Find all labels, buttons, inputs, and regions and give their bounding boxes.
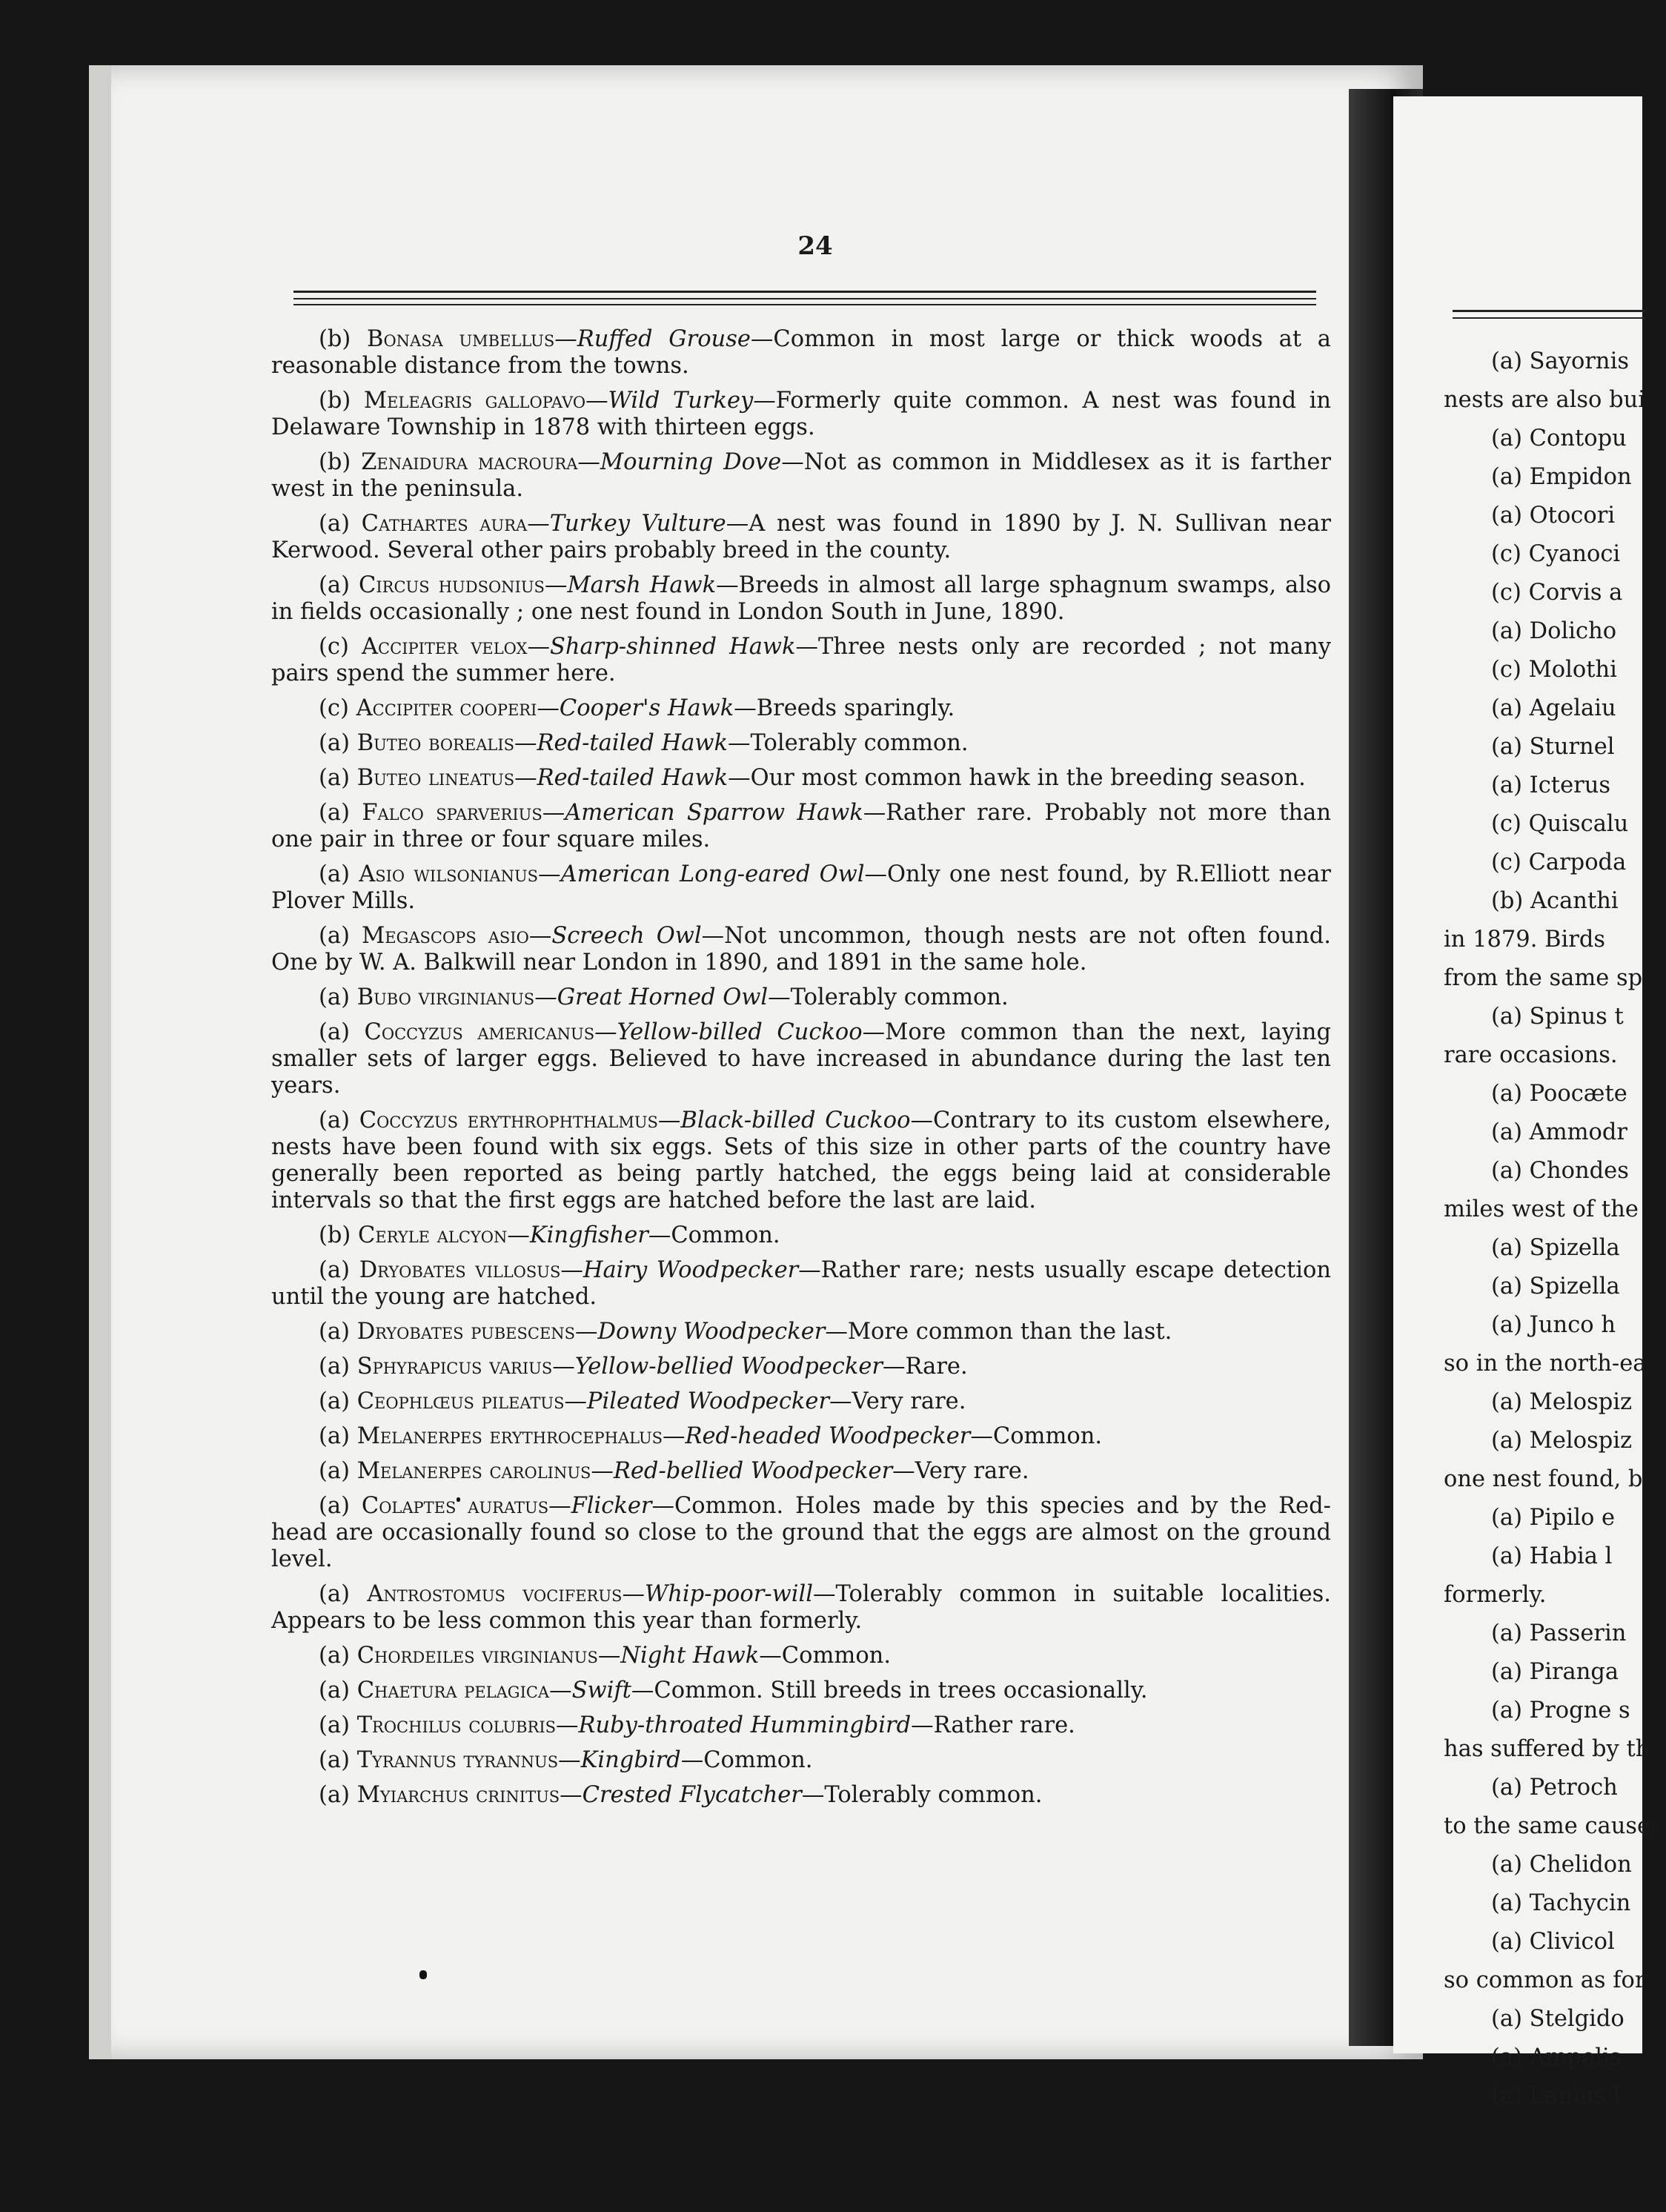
right-page-line: (a) Progne s (1491, 1698, 1630, 1723)
status-code: (a) (319, 511, 350, 537)
species-name: erythrophthalmus (467, 1107, 658, 1133)
status-code: (a) (319, 984, 350, 1010)
right-page-line: (c) Corvis a (1491, 580, 1623, 606)
genus-name: Myiarchus (356, 1782, 469, 1808)
right-page-line: (a) Poocæte (1491, 1081, 1627, 1107)
species-entry: (a) Asio wilsonianus—American Long-eared Owl—Only one nest found, by R.Elliott near Plover Mills. (271, 861, 1331, 914)
header-rule-right (1453, 310, 1645, 312)
status-code: (b) (319, 388, 351, 414)
right-page-line: (c) Quiscalu (1491, 811, 1629, 837)
species-entry: (a) Dryobates pubescens—Downy Woodpecker—More common than the last. (319, 1319, 1172, 1345)
species-name: virginianus (482, 1643, 598, 1669)
right-page-line: (a) Pipilo e (1491, 1505, 1616, 1531)
right-page-line: (a) Melospiz (1491, 1428, 1633, 1454)
right-page-line: nests are also bui (1444, 387, 1646, 413)
status-code: (a) (319, 1782, 350, 1808)
right-page-line: (a) Sayornis (1491, 348, 1629, 374)
right-page-line: (a) Chelidon (1491, 1852, 1632, 1878)
species-entry: (a) Trochilus colubris—Ruby-throated Hummingbird—Rather rare. (319, 1712, 1075, 1738)
entry-text: Rather rare. Probably not more than one pair in three or four square miles. (271, 800, 1331, 852)
common-name: Ruby-throated Hummingbird (578, 1712, 912, 1738)
status-code: (a) (319, 572, 350, 598)
page-number: 24 (797, 231, 833, 261)
status-code: (a) (319, 1319, 350, 1345)
right-page-line: (a) Junco h (1491, 1312, 1616, 1338)
genus-name: Bubo (356, 984, 411, 1010)
status-code: (a) (319, 1712, 350, 1738)
genus-name: Tyrannus (356, 1747, 457, 1773)
header-rule-2 (293, 298, 1316, 299)
species-name: erythrocephalus (489, 1423, 663, 1449)
status-code: (a) (319, 765, 350, 791)
genus-name: Colaptes (361, 1493, 457, 1519)
common-name: Whip-poor-will (644, 1581, 814, 1607)
species-name: gallopavo (485, 388, 586, 414)
common-name: Red-tailed Hawk (537, 765, 729, 791)
entry-text: Common. (781, 1643, 892, 1669)
right-page-line: (a) Tachycin (1491, 1890, 1631, 1916)
status-code: (c) (319, 634, 349, 660)
right-page-line: (c) Cyanoci (1491, 541, 1621, 567)
species-name: virginianus (418, 984, 535, 1010)
species-name: vociferus (522, 1581, 623, 1607)
entry-text: Breeds in almost all large sphagnum swamps, also in fields occasionally ; one nest found in London South in June, 1890. (271, 572, 1332, 625)
entry-text: Common. (671, 1222, 780, 1248)
right-page-line: (b) Acanthi (1491, 888, 1619, 914)
status-code: (a) (319, 1257, 350, 1283)
right-page-line: rare occasions. (1444, 1042, 1618, 1068)
genus-name: Circus (359, 572, 430, 598)
species-name: tyrannus (463, 1747, 559, 1773)
status-code: (a) (319, 1581, 350, 1607)
status-code: (a) (319, 1423, 350, 1449)
species-entry: (a) Tyrannus tyrannus—Kingbird—Common. (319, 1747, 813, 1773)
species-name: pileatus (481, 1388, 565, 1414)
right-page (1393, 96, 1658, 2109)
species-name: umbellus (459, 326, 555, 352)
ink-speck (419, 1970, 427, 1979)
species-list (271, 326, 1331, 1817)
common-name: Downy Woodpecker (597, 1319, 826, 1345)
species-name: colubris (468, 1712, 557, 1738)
common-name: Black-billed Cuckoo (680, 1107, 911, 1133)
species-entry: (a) Buteo borealis—Red-tailed Hawk—Tolerably common. (319, 730, 969, 756)
common-name: Red-bellied Woodpecker (613, 1458, 893, 1484)
right-page-line: from the same sp (1444, 965, 1643, 991)
entry-text: Common. (992, 1423, 1103, 1449)
entry-text: Tolerably common in suitable localities. Appears to be less common this year than formerly. (271, 1581, 1331, 1634)
status-code: (a) (319, 800, 350, 826)
entry-text: Rather rare; nests usually escape detection until the young are hatched. (271, 1257, 1331, 1310)
status-code: (a) (319, 1388, 350, 1414)
common-name: Turkey Vulture (549, 511, 726, 537)
entry-text: Only one nest found, by R.Elliott near Plover Mills. (271, 861, 1331, 914)
right-page-line: (a) Habia l (1491, 1543, 1613, 1569)
species-entry: (c) Accipiter velox—Sharp-shinned Hawk—Three nests only are recorded ; not many pairs spend the summer here. (271, 634, 1331, 686)
species-name: pelagica (464, 1678, 550, 1703)
common-name: Crested Flycatcher (582, 1782, 802, 1808)
right-page-line: (a) Piranga (1491, 1659, 1619, 1685)
right-page-line: (a) Clivicol (1491, 1929, 1615, 1955)
right-page-line: formerly. (1444, 1582, 1547, 1608)
entry-text: Rare. (905, 1354, 968, 1380)
entry-text: Formerly quite common. A nest was found in Delaware Township in 1878 with thirteen eggs. (271, 388, 1332, 440)
entry-text: More common than the next, laying smaller sets of larger eggs. Believed to have increased in abundance during the last ten years. (271, 1019, 1331, 1099)
right-page-line: (a) Empidon (1491, 464, 1632, 490)
genus-name: Ceryle (358, 1222, 431, 1248)
entry-text: Common. Still breeds in trees occasionally. (654, 1678, 1148, 1703)
status-code: (a) (319, 1019, 350, 1045)
entry-text: Rather rare. (933, 1712, 1075, 1738)
species-entry: (a) Cathartes aura—Turkey Vulture—A nest was found in 1890 by J. N. Sullivan near Kerwood. Several other pairs probably breed in the county. (271, 511, 1331, 563)
common-name: Wild Turkey (608, 388, 754, 414)
species-name: crinitus (476, 1782, 560, 1808)
ink-speck (457, 1497, 460, 1502)
species-entry: (b) Bonasa umbellus—Ruffed Grouse—Common in most large or thick woods at a reasonable distance from the towns. (271, 326, 1331, 379)
common-name: Sharp-shinned Hawk (549, 634, 796, 660)
entry-text: Common in most large or thick woods at a reasonable distance from the towns. (271, 326, 1331, 379)
status-code: (a) (319, 1643, 350, 1669)
genus-name: Asio (359, 861, 405, 887)
right-page-line: miles west of the (1444, 1196, 1639, 1222)
genus-name: Cathartes (361, 511, 468, 537)
common-name: Flicker (571, 1493, 652, 1519)
genus-name: Melanerpes (356, 1458, 482, 1484)
header-rule-right-2 (1453, 317, 1645, 319)
species-name: asio (488, 923, 529, 949)
common-name: Pileated Woodpecker (586, 1388, 830, 1414)
entry-text: Three nests only are recorded ; not many pairs spend the summer here. (271, 634, 1331, 686)
right-page-line: (a) Contopu (1491, 425, 1627, 451)
common-name: Ruffed Grouse (577, 326, 751, 352)
species-entry: (a) Sphyrapicus varius—Yellow-bellied Woodpecker—Rare. (319, 1354, 968, 1380)
status-code: (a) (319, 861, 350, 887)
status-code: (a) (319, 1747, 350, 1773)
genus-name: Chaetura (356, 1678, 457, 1703)
species-entry: (c) Accipiter cooperi—Cooper's Hawk—Breeds sparingly. (319, 695, 955, 721)
species-entry: (a) Chaetura pelagica—Swift—Common. Still breeds in trees occasionally. (319, 1678, 1148, 1703)
species-entry: (a) Ceophlœus pileatus—Pileated Woodpecker—Very rare. (319, 1388, 966, 1414)
genus-name: Zenaidura (361, 449, 468, 475)
species-name: varius (489, 1354, 553, 1380)
status-code: (a) (319, 1354, 350, 1380)
species-name: borealis (428, 730, 515, 756)
entry-text: Tolerably common. (750, 730, 969, 756)
header-rule (293, 291, 1316, 293)
status-code: (a) (319, 1458, 350, 1484)
right-page-line: one nest found, b (1444, 1466, 1643, 1492)
right-page-line: (a) Ammodr (1491, 1119, 1628, 1145)
species-name: velox (471, 634, 528, 660)
genus-name: Chordeiles (356, 1643, 475, 1669)
right-page-line: (a) Chondes (1491, 1158, 1629, 1184)
species-name: cooperi (459, 695, 537, 721)
genus-name: Coccyzus (359, 1107, 458, 1133)
right-page-line: (a) Otocori (1491, 503, 1616, 529)
right-page-line: (a) Passerin (1491, 1620, 1627, 1646)
species-name: aura (479, 511, 528, 537)
status-code: (a) (319, 1107, 350, 1133)
right-page-line: (a) Spizella (1491, 1274, 1620, 1299)
genus-name: Accipiter (362, 634, 459, 660)
species-entry: (b) Meleagris gallopavo—Wild Turkey—Formerly quite common. A nest was found in Delaware Township in 1878 with thirteen eggs. (271, 388, 1332, 440)
entry-text: Tolerably common. (790, 984, 1009, 1010)
common-name: Swift (571, 1678, 631, 1703)
entry-text: Common. Holes made by this species and by the Red-head are occasionally found so close to the ground that the eggs are almost on the ground level. (271, 1493, 1331, 1572)
right-page-line: has suffered by th (1444, 1736, 1650, 1762)
genus-name: Dryobates (356, 1319, 464, 1345)
common-name: Hairy Woodpecker (583, 1257, 799, 1283)
status-code: (a) (319, 923, 350, 949)
right-page-line: in 1879. Birds (1444, 927, 1606, 953)
species-entry: (a) Circus hudsonius—Marsh Hawk—Breeds in almost all large sphagnum swamps, also in fields occasionally ; one nest found in London South in June, 1890. (271, 572, 1332, 625)
common-name: Great Horned Owl (557, 984, 769, 1010)
species-name: lineatus (428, 765, 515, 791)
genus-name: Coccyzus (364, 1019, 463, 1045)
common-name: Red-headed Woodpecker (685, 1423, 971, 1449)
common-name: Night Hawk (620, 1643, 760, 1669)
right-page-text (1444, 348, 1666, 2122)
entry-text: Very rare. (852, 1388, 966, 1414)
species-entry: (a) Bubo virginianus—Great Horned Owl—Tolerably common. (319, 984, 1009, 1010)
entry-text: Contrary to its custom elsewhere, nests have been found with six eggs. Sets of this size in other parts of the country have generally been reported as being partly hatched, the eggs being laid at considerable intervals so that the first eggs are hatched before the last are laid. (271, 1107, 1332, 1213)
status-code: (b) (319, 1222, 351, 1248)
right-page-line: (a) Stelgido (1491, 2006, 1624, 2032)
species-entry: (a) Chordeiles virginianus—Night Hawk—Common. (319, 1643, 892, 1669)
status-code: (a) (319, 730, 350, 756)
right-page-line: (a) Spizella (1491, 1235, 1620, 1261)
common-name: American Sparrow Hawk (565, 800, 863, 826)
genus-name: Buteo (356, 765, 422, 791)
entry-text: A nest was found in 1890 by J. N. Sullivan near Kerwood. Several other pairs probably breed in the county. (271, 511, 1331, 563)
genus-name: Antrostomus (367, 1581, 505, 1607)
species-name: auratus (468, 1493, 549, 1519)
species-entry: (a) Coccyzus americanus—Yellow-billed Cuckoo—More common than the next, laying smaller sets of larger eggs. Believed to have increased in abundance during the last ten years. (271, 1019, 1331, 1099)
entry-text: Very rare. (915, 1458, 1029, 1484)
species-name: americanus (477, 1019, 595, 1045)
common-name: Kingbird (580, 1747, 681, 1773)
species-name: carolinus (489, 1458, 591, 1484)
right-page-line: (a) Petroch (1491, 1775, 1618, 1801)
right-page-line: (a) Dolicho (1491, 618, 1617, 644)
common-name: Yellow-billed Cuckoo (617, 1019, 863, 1045)
genus-name: Dryobates (359, 1257, 466, 1283)
species-entry: (a) Megascops asio—Screech Owl—Not uncommon, though nests are not often found. One by W. A. Balkwill near London in 1890, and 1891 in the same hole. (271, 923, 1331, 976)
right-page-line: (a) Melospiz (1491, 1389, 1633, 1415)
common-name: Mourning Dove (600, 449, 782, 475)
genus-name: Melanerpes (356, 1423, 482, 1449)
right-page-line: (a) Sturnel (1491, 734, 1615, 760)
species-entry: (a) Myiarchus crinitus—Crested Flycatcher—Tolerably common. (319, 1782, 1043, 1808)
status-code: (b) (319, 449, 351, 475)
header-rule-3 (293, 304, 1316, 305)
species-name: sparverius (436, 800, 542, 826)
status-code: (a) (319, 1493, 350, 1519)
right-page-line: so in the north-ea (1444, 1351, 1647, 1377)
status-code: (b) (319, 326, 351, 352)
right-page-line: (a) Spinus t (1491, 1004, 1624, 1030)
entry-text: Not as common in Middlesex as it is farther west in the peninsula. (271, 449, 1331, 502)
species-entry: (a) Melanerpes carolinus—Red-bellied Woodpecker—Very rare. (319, 1458, 1029, 1484)
right-page-line: (a) Agelaiu (1491, 695, 1616, 721)
species-entry: (a) Melanerpes erythrocephalus—Red-headed Woodpecker—Common. (319, 1423, 1103, 1449)
genus-name: Meleagris (363, 388, 473, 414)
species-name: hudsonius (438, 572, 545, 598)
species-name: alcyon (437, 1222, 508, 1248)
species-entry: (a) Buteo lineatus—Red-tailed Hawk—Our most common hawk in the breeding season. (319, 765, 1306, 791)
common-name: Kingfisher (529, 1222, 648, 1248)
common-name: Cooper's Hawk (559, 695, 734, 721)
entry-text: Tolerably common. (824, 1782, 1043, 1808)
entry-text: Common. (703, 1747, 813, 1773)
species-entry: (a) Colaptes auratus—Flicker—Common. Holes made by this species and by the Red-head are occasionally found so close to the ground that the eggs are almost on the ground level. (271, 1493, 1331, 1572)
genus-name: Falco (362, 800, 424, 826)
common-name: Yellow-bellied Woodpecker (574, 1354, 883, 1380)
species-entry: (b) Zenaidura macroura—Mourning Dove—Not as common in Middlesex as it is farther west in the peninsula. (271, 449, 1331, 502)
right-page-line: (a) Ampelis (1491, 2044, 1622, 2070)
common-name: Marsh Hawk (567, 572, 717, 598)
species-name: wilsonianus (414, 861, 539, 887)
genus-name: Buteo (356, 730, 422, 756)
species-name: macroura (477, 449, 578, 475)
entry-text: Not uncommon, though nests are not often found. One by W. A. Balkwill near London in 1890, and 1891 in the same hole. (271, 923, 1331, 976)
species-entry: (a) Coccyzus erythrophthalmus—Black-billed Cuckoo—Contrary to its custom elsewhere, nests have been found with six eggs. Sets of this size in other parts of the country have generally been reported as being partly hatched, the eggs being laid at considerable intervals so that the first eggs are hatched before the last are laid. (271, 1107, 1332, 1213)
entry-text: Breeds sparingly. (756, 695, 955, 721)
species-name: pubescens (471, 1319, 576, 1345)
right-page-line: (a) Icterus (1491, 772, 1610, 798)
species-entry: (b) Ceryle alcyon—Kingfisher—Common. (319, 1222, 780, 1248)
genus-name: Ceophlœus (356, 1388, 474, 1414)
species-entry: (a) Dryobates villosus—Hairy Woodpecker—Rather rare; nests usually escape detection until the young are hatched. (271, 1257, 1331, 1310)
common-name: Screech Owl (551, 923, 702, 949)
right-page-line: so common as for (1444, 1967, 1646, 1993)
genus-name: Accipiter (356, 695, 453, 721)
genus-name: Sphyrapicus (356, 1354, 482, 1380)
genus-name: Trochilus (356, 1712, 462, 1738)
entry-text: More common than the last. (847, 1319, 1172, 1345)
common-name: American Long-eared Owl (560, 861, 865, 887)
right-page-line: (c) Molothi (1491, 657, 1617, 683)
common-name: Red-tailed Hawk (537, 730, 728, 756)
entry-text: Our most common hawk in the breeding season. (750, 765, 1306, 791)
status-code: (c) (319, 695, 349, 721)
species-name: villosus (475, 1257, 561, 1283)
species-entry: (a) Antrostomus vociferus—Whip-poor-will—Tolerably common in suitable localities. Appears to be less common this year than formerly. (271, 1581, 1331, 1634)
right-page-line: to the same cause, (1444, 1813, 1658, 1839)
status-code: (a) (319, 1678, 350, 1703)
genus-name: Bonasa (367, 326, 443, 352)
genus-name: Megascops (362, 923, 477, 949)
species-entry: (a) Falco sparverius—American Sparrow Hawk—Rather rare. Probably not more than one pair in three or four square miles. (271, 800, 1331, 852)
right-page-line: (a) Lanius l (1491, 2083, 1621, 2109)
right-page-line: (c) Carpoda (1491, 850, 1627, 875)
